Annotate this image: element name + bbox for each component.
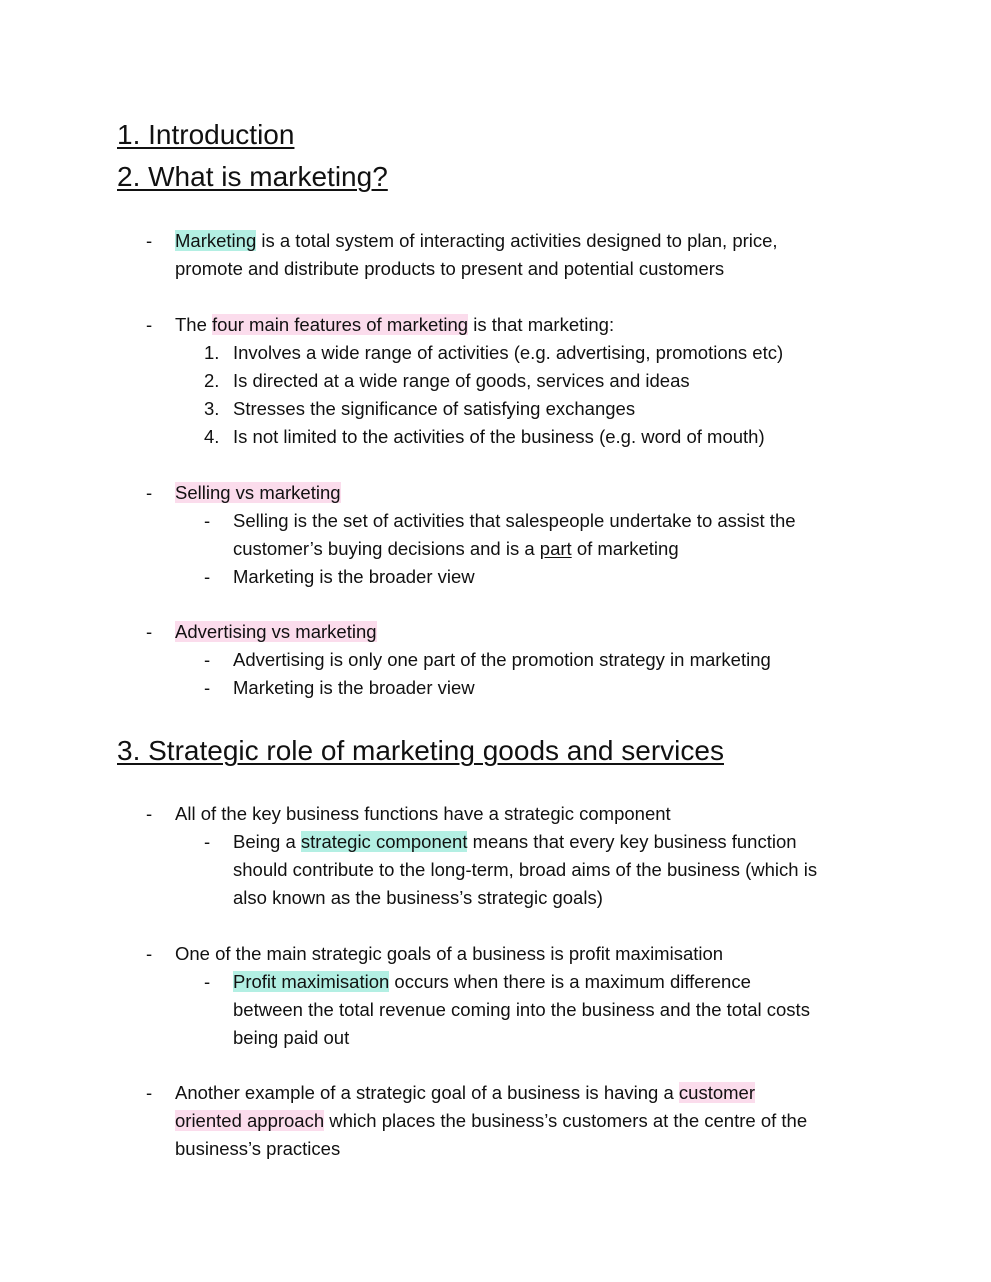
strategic-component-line: All of the key business functions have a strategic component <box>175 803 671 824</box>
strategic-component-def-line3: also known as the business’s strategic goals) <box>233 887 603 908</box>
broader-view-line: Marketing is the broader view <box>233 677 475 698</box>
underlined-part: part <box>539 538 572 559</box>
highlight-marketing: Marketing <box>175 230 257 251</box>
bullet-marker: - <box>146 803 153 824</box>
feature-item: Is directed at a wide range of goods, services and ideas <box>233 370 690 391</box>
heading-strategic-role: 3. Strategic role of marketing goods and services <box>117 735 724 766</box>
highlight-customer: customer <box>678 1082 755 1103</box>
advertising-definition: Advertising is only one part of the promotion strategy in marketing <box>233 649 771 670</box>
selling-definition-line1: Selling is the set of activities that salespeople undertake to assist the <box>233 510 796 531</box>
profit-max-def-line3: being paid out <box>233 1027 350 1048</box>
highlight-selling-vs-marketing: Selling vs marketing <box>175 482 341 503</box>
bullet-marker: - <box>204 566 211 587</box>
highlight-advertising-vs-marketing: Advertising vs marketing <box>175 621 377 642</box>
feature-item: Stresses the significance of satisfying exchanges <box>233 398 636 419</box>
profit-max-def-line1: Profit maximisation occurs when there is a maximum difference <box>233 971 751 992</box>
list-number: 3. <box>204 398 220 419</box>
heading-introduction: 1. Introduction <box>117 119 295 150</box>
list-number: 2. <box>204 370 220 391</box>
highlight-four-features: four main features of marketing <box>212 314 469 335</box>
bullet-marker: - <box>204 510 211 531</box>
bullet-marker: - <box>204 649 211 670</box>
bullet-marker: - <box>204 831 211 852</box>
highlight-profit-maximisation: Profit maximisation <box>233 971 390 992</box>
customer-oriented-line3: business’s practices <box>175 1138 341 1159</box>
strategic-component-def-line2: should contribute to the long-term, broad aims of the business (which is <box>233 859 818 880</box>
profit-max-goal-line: One of the main strategic goals of a business is profit maximisation <box>175 943 724 964</box>
list-number: 4. <box>204 426 220 447</box>
bullet-marker: - <box>204 971 211 992</box>
bullet-marker: - <box>146 943 153 964</box>
strategic-component-def-line1: Being a strategic component means that every key business function <box>233 831 797 852</box>
list-number: 1. <box>204 342 220 363</box>
marketing-definition-line2: promote and distribute products to present and potential customers <box>175 258 725 279</box>
broader-view-line: Marketing is the broader view <box>233 566 475 587</box>
selling-vs-marketing-title <box>175 481 341 505</box>
bullet-marker: - <box>204 677 211 698</box>
feature-item: Involves a wide range of activities (e.g. advertising, promotions etc) <box>233 342 784 363</box>
bullet-marker: - <box>146 482 153 503</box>
bullet-marker: - <box>146 230 153 251</box>
bullet-marker: - <box>146 314 153 335</box>
highlight-strategic-component: strategic component <box>300 831 468 852</box>
heading-what-is-marketing: 2. What is marketing? <box>117 161 388 192</box>
customer-oriented-line2: oriented approach which places the business’s customers at the centre of the <box>175 1110 808 1131</box>
customer-oriented-line1: Another example of a strategic goal of a business is having a customer <box>175 1082 755 1103</box>
highlight-oriented-approach: oriented approach <box>175 1110 325 1131</box>
profit-max-def-line2: between the total revenue coming into the business and the total costs <box>233 999 810 1020</box>
bullet-marker: - <box>146 1082 153 1103</box>
feature-item: Is not limited to the activities of the business (e.g. word of mouth) <box>233 426 765 447</box>
bullet-marker: - <box>146 621 153 642</box>
advertising-vs-marketing-title <box>175 620 377 644</box>
marketing-definition-line1: Marketing is a total system of interacting activities designed to plan, price, <box>175 230 778 251</box>
four-features-intro: The four main features of marketing is that marketing: <box>175 314 615 335</box>
selling-definition-line2: customer’s buying decisions and is a part of marketing <box>233 538 679 559</box>
